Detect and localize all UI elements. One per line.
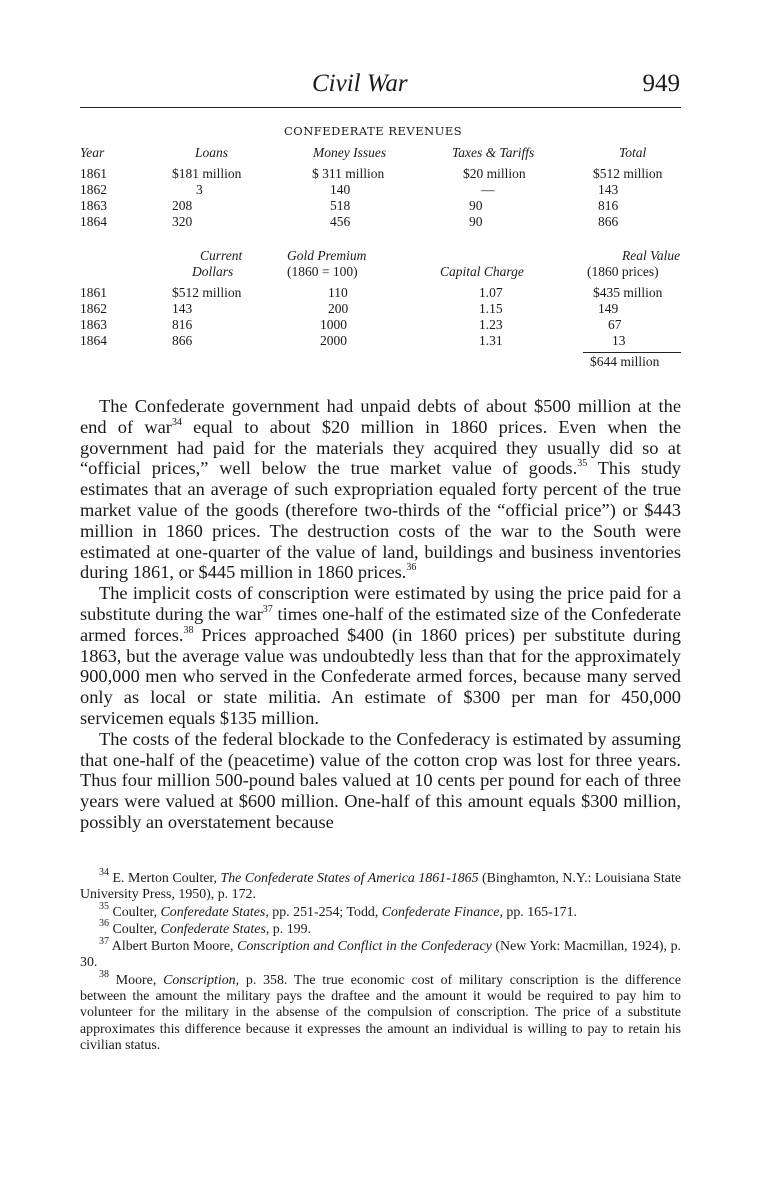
total-rule [583, 352, 681, 353]
table-cell: 816 [598, 198, 619, 213]
col-header-taxes: Taxes & Tariffs [452, 145, 535, 160]
table-cell: 149 [598, 301, 619, 316]
table-cell: $512 million [172, 285, 242, 300]
col-header-year: Year [80, 145, 105, 160]
table-cell: 1863 [80, 198, 107, 213]
col-header-loans: Loans [195, 145, 229, 160]
table-cell: — [481, 182, 495, 197]
table-cell: 1.31 [479, 333, 503, 348]
table-cell: 1862 [80, 182, 107, 197]
table-cell: 67 [608, 317, 622, 332]
footnote-38: $^{38}$ Moore, Conscription, p. 358. The true economic cost of military conscription is the difference between the amount the military pays the draftee and the amount it would be required to pay him to volunteer for the military in the absense of the compulsion of conscription. The price of a substitute approximates this difference because it expresses the amount an individual is willing to pay to retain his civilian status. [80, 969, 682, 1053]
table-cell: 1863 [80, 317, 107, 332]
footnote-35: $^{35}$ Coulter, Conferedate States, pp. 251-254; Todd, Confederate Finance, pp. 165-171. [99, 900, 578, 920]
real-value-total: $644 million [590, 354, 660, 369]
col-header-gold-base: (1860 = 100) [287, 264, 358, 279]
table-cell: 2000 [320, 333, 347, 348]
table-cell: 208 [172, 198, 193, 213]
table-cell: 110 [328, 285, 348, 300]
table-cell: 90 [469, 214, 483, 229]
table-cell: 320 [172, 214, 193, 229]
body-text [80, 396, 681, 833]
footnote-ref: 37 [262, 603, 273, 615]
table-cell: 143 [172, 301, 193, 316]
table-cell: 816 [172, 317, 193, 332]
table-cell: $ 311 million [312, 166, 385, 181]
table-cell: 13 [612, 333, 626, 348]
col-header-real-value: Real Value [622, 248, 681, 263]
table-cell: 140 [330, 182, 351, 197]
page-number: 949 [642, 70, 680, 97]
col-header-capital-charge: Capital Charge [440, 264, 524, 279]
table-cell: 90 [469, 198, 483, 213]
paragraph: The costs of the federal blockade to the Confederacy is estimated by assuming that one-half of the (peacetime) value of the cotton crop was lost for three years. Thus four million 500-pound bales valued at 10 cents per pound for each of three years were valued at $600 million. One-half of this amount equals $300 million, possibly an overstatement because [80, 728, 681, 832]
footnote-ref: 38 [183, 624, 194, 636]
table-cell: $181 million [172, 166, 242, 181]
table-cell: 1861 [80, 285, 107, 300]
table-cell: 518 [330, 198, 351, 213]
footnote-34: $^{34}$ E. Merton Coulter, The Confederate States of America 1861-1865 (Binghamton, N.Y.: Louisiana State University Press, 1950), p. 172. [80, 867, 681, 903]
footnote-ref: 35 [577, 458, 588, 470]
footnote-ref: 36 [406, 562, 417, 574]
col-header-dollars: Dollars [192, 264, 234, 279]
table-cell: $20 million [463, 166, 526, 181]
table-cell: $512 million [593, 166, 663, 181]
table-cell: 1864 [80, 333, 107, 348]
col-header-current: Current [200, 248, 243, 263]
table-caption: CONFEDERATE REVENUES [284, 124, 463, 138]
table-cell: $435 million [593, 285, 663, 300]
table-cell: 1861 [80, 166, 107, 181]
footnotes [80, 867, 682, 1055]
footnote-ref: 34 [171, 416, 182, 428]
running-head-title: Civil War [312, 70, 408, 97]
table-cell: 1862 [80, 301, 107, 316]
table-cell: 1864 [80, 214, 107, 229]
paragraph: The implicit costs of conscription were estimated by using the price paid for a substitute during the war$^{37}$ times one-half of the estimated size of the Confederate armed forces.$^{38}$ Prices approached $400 (in 1860 prices) per substitute during 1863, but the average value was undoubtedly less than that for the approximately 900,000 men who served in the Confederate armed forces, because many served only as local or state militia. An estimate of $300 per man for 450,000 servicemen equals $135 million. [80, 583, 681, 728]
table-cell: 1.15 [479, 301, 503, 316]
col-header-total: Total [619, 145, 647, 160]
col-header-real-base: (1860 prices) [587, 264, 659, 279]
footnote-37: $^{37}$ Albert Burton Moore, Conscription and Conflict in the Confederacy (New York: Macmillan, 1924), p. 30. [80, 935, 681, 971]
table-cell: 456 [330, 214, 351, 229]
col-header-money-issues: Money Issues [313, 145, 387, 160]
table-cell: 1.23 [479, 317, 503, 332]
table-cell: 3 [196, 182, 203, 197]
table-cell: 1000 [320, 317, 347, 332]
table-cell: 143 [598, 182, 619, 197]
col-header-gold-premium: Gold Premium [287, 248, 367, 263]
paragraph: The Confederate government had unpaid debts of about $500 million at the end of war$^{34}$ equal to about $20 million in 1860 prices. Even when the government had paid for the materials they acquired they usually did so at “official prices,” well below the true market value of goods.$^{35}$ This study estimates that an average of such expropriation equaled forty percent of the true market value of the goods (therefore two-thirds of the “official price”) or $443 million in 1860 prices. The destruction costs of the war to the South were estimated at one-quarter of the value of land, buildings and business inventories during 1861, or $445 million in 1860 prices.$^{36}$ [80, 396, 682, 583]
header-rule [80, 107, 681, 108]
table-cell: 866 [172, 333, 193, 348]
footnote-36: $^{36}$ Coulter, Confederate States, p. 199. [99, 918, 311, 937]
table-cell: 1.07 [479, 285, 503, 300]
table-cell: 866 [598, 214, 619, 229]
table-cell: 200 [328, 301, 349, 316]
